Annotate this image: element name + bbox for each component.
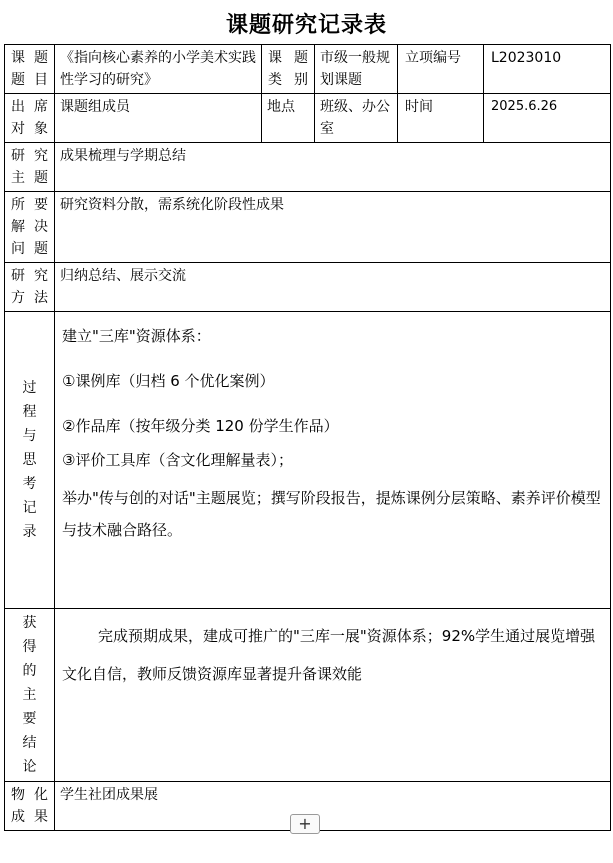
type-value[interactable]: 市级一般规划课题: [315, 45, 398, 94]
theme-label: 研 究 主题: [5, 143, 55, 192]
attendee-label: 出 席 对象: [5, 94, 55, 143]
table-row: [5, 143, 611, 192]
result-value[interactable]: 完成预期成果，建成可推广的"三库一展"资源体系；92%学生通过展览增强文化自信，教师反馈资源库显著提升备课效能: [55, 609, 611, 782]
attendee-value[interactable]: 课题组成员: [55, 94, 262, 143]
theme-value[interactable]: 成果梳理与学期总结: [55, 143, 611, 192]
process-label: 过 程 与 思 考 记 录: [5, 312, 55, 609]
project-no-label: 立项编号: [398, 45, 484, 94]
table-row: [5, 312, 611, 609]
location-value[interactable]: 班级、办公室: [315, 94, 398, 143]
time-label: 时间: [398, 94, 484, 143]
topic-label: 课 题 题目: [5, 45, 55, 94]
method-label: 研 究 方法: [5, 263, 55, 312]
process-line: 建立"三库"资源体系：: [62, 327, 211, 345]
process-line: ①课例库（归档 6 个优化案例）: [62, 372, 275, 390]
record-table: [4, 44, 611, 831]
page-title: 课题研究记录表: [225, 12, 387, 38]
table-row: [5, 192, 611, 263]
problem-value[interactable]: 研究资料分散，需系统化阶段性成果: [55, 192, 611, 263]
method-value[interactable]: 归纳总结、展示交流: [55, 263, 611, 312]
table-row: [5, 94, 611, 143]
result-label: 获 得 的 主 要 结 论: [5, 609, 55, 782]
material-value[interactable]: 学生社团成果展: [55, 782, 611, 831]
type-label: 课 题 类别: [262, 45, 315, 94]
add-row-button[interactable]: +: [290, 814, 320, 834]
table-row: [5, 609, 611, 782]
table-row: [5, 45, 611, 94]
project-no-value[interactable]: L2023010: [484, 45, 611, 94]
time-value[interactable]: 2025.6.26: [484, 94, 611, 143]
process-record[interactable]: [55, 312, 611, 609]
process-line: 举办"传与创的对话"主题展览；撰写阶段报告，提炼课例分层策略、素养评价模型与技术融合路径。: [62, 489, 601, 539]
location-label: 地点: [262, 94, 315, 143]
process-line: ③评价工具库（含文化理解量表）；: [62, 451, 293, 469]
process-line: ②作品库（按年级分类 120 份学生作品）: [62, 417, 339, 435]
material-label: 物 化 成果: [5, 782, 55, 831]
table-row: [5, 263, 611, 312]
problem-label: 所 要 解 决 问题: [5, 192, 55, 263]
topic-value[interactable]: 《指向核心素养的小学美术实践性学习的研究》: [55, 45, 262, 94]
